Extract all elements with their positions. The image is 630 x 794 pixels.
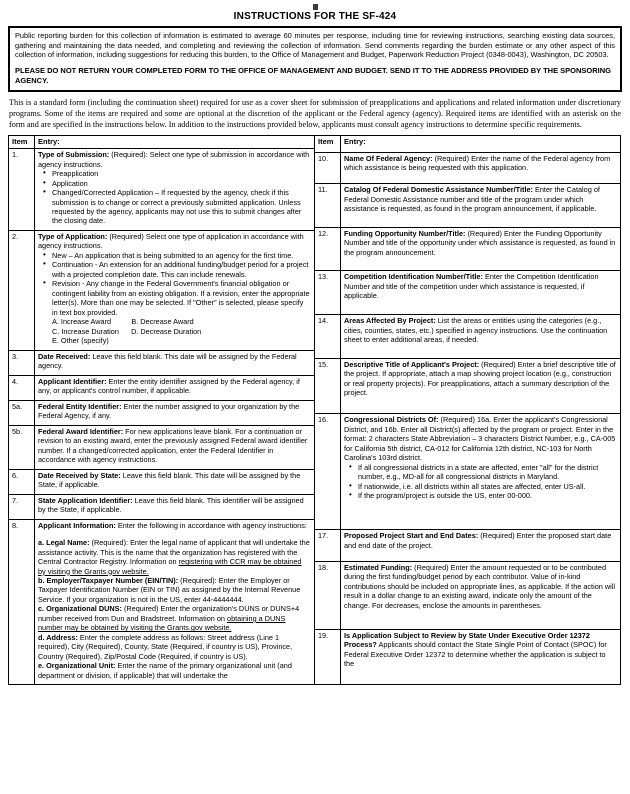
entry-cell <box>35 350 315 375</box>
entry-label: Funding Opportunity Number/Title: <box>344 228 466 238</box>
entry-paragraph <box>38 377 311 396</box>
item-number-cell: 8. <box>9 519 35 685</box>
entry-paragraph <box>344 631 617 669</box>
entry-text: Enter the number assigned to your organization by the Federal Agency, if any. <box>38 401 300 421</box>
entry-text: (Required): Enter the Employer or Taxpayer Identification Number (EIN or TIN) as assigned by the Internal Revenue Service. If your organization is not in the US, enter 44-4444444. <box>38 575 301 604</box>
entry-label: Name Of Federal Agency: <box>344 153 433 163</box>
entry-text: Enter the Competition Identification Number and title of the competition under which assistance is requested, if applicable. <box>344 272 599 301</box>
entry-label: Type of Submission: <box>38 150 110 160</box>
page-title: INSTRUCTIONS FOR THE SF-424 <box>233 11 397 22</box>
instruction-row <box>315 414 621 530</box>
entry-text: Application <box>52 178 88 188</box>
entry-label: Date Received: <box>38 351 91 361</box>
instructions-table-left <box>8 135 315 685</box>
bullet-item <box>41 260 311 279</box>
entry-text: If all congressional districts in a state are affected, enter "all" for the district number, e.g., MD-all for all congressional districts in Maryland. <box>358 462 599 482</box>
instruction-row <box>9 230 315 350</box>
entry-text: (Required) Enter the Funding Opportunity Number and title of the opportunity under which assistance is requested, as found in the program announcement. <box>344 228 616 257</box>
entry-paragraph <box>38 402 311 421</box>
bullet-item <box>41 279 311 317</box>
instruction-row <box>9 519 315 685</box>
intro-paragraph: This is a standard form (including the continuation sheet) required for use as a cover sheet for submission of preapplications and applications and related information under discretionary programs. Some of the items are required and some are optional at the discretion of the applicant or the Federal agency (agency). Required items are identified with an asterisk on the form and are specified in the instructions below. In addition to the instructions provided below, applicants must consult agency instructions to determine specific requirements. <box>9 98 621 129</box>
option-line: C. Increase Duration D. Decrease Duration <box>52 326 202 336</box>
entry-paragraph <box>344 531 617 550</box>
instruction-row <box>315 227 621 271</box>
entry-underlined-text: obtaining a DUNS number may be obtained by visiting the Grants.gov website. <box>38 613 286 633</box>
instruction-row <box>9 375 315 400</box>
item-number-cell: 18. <box>315 561 341 629</box>
item-number-cell: 15. <box>315 358 341 414</box>
entry-spacer <box>38 530 311 538</box>
entry-text: Revision - Any change in the Federal Government's financial obligation or contingent liability from an existing obligation. If a revision, enter the appropriate letter(s). More than one may be selected. If "Other" is selected, please specify in text box provided. <box>52 279 310 317</box>
entry-text: (Required) Enter the name of the Federal agency from which assistance is being requested with this application. <box>344 153 611 172</box>
entry-cell <box>341 227 621 271</box>
bullet-item <box>41 251 311 260</box>
entry-text: (Required) Select one type of application in accordance with agency instructions. <box>38 231 304 251</box>
entry-label: State Application Identifier: <box>38 495 133 505</box>
entry-label: Catalog Of Federal Domestic Assistance Number/Title: <box>344 185 533 195</box>
instruction-row <box>315 530 621 562</box>
entry-text: Enter the Catalog of Federal Domestic Assistance number and title of the program under which assistance is requested, as found in the program announcement, if applicable. <box>344 185 600 214</box>
entry-text: Changed/Corrected Application – If requested by the agency, check if this submission is to change or correct a previously submitted application. Unless requested by the agency, applicants may not use this to submit changes after the closing date. <box>52 188 302 226</box>
table-header-row <box>9 136 315 149</box>
entry-text: (Required) Enter a brief descriptive title of the project. If appropriate, attach a map showing project location (e.g., construction or real property projects). For preapplications, attach a summary description of the project. <box>344 359 616 398</box>
entry-label: Estimated Funding: <box>344 562 413 572</box>
table-header-row <box>315 136 621 152</box>
item-number-cell: 7. <box>9 494 35 519</box>
instruction-row <box>9 494 315 519</box>
instruction-row <box>9 400 315 425</box>
entry-paragraph <box>38 538 311 576</box>
entry-text: Enter the name of the primary organizational unit (and department or division, if applicable) that will undertake the <box>38 661 292 680</box>
entry-cell <box>35 469 315 494</box>
item-column-header: Item <box>315 136 341 152</box>
entry-cell <box>35 149 315 231</box>
entry-column-header: Entry: <box>35 136 315 149</box>
do-not-return-notice: PLEASE DO NOT RETURN YOUR COMPLETED FORM TO THE OFFICE OF MANAGEMENT AND BUDGET. SEND IT TO THE ADDRESS PROVIDED BY THE SPONSORING AGENCY. <box>15 65 612 85</box>
entry-paragraph <box>344 415 617 462</box>
item-number-cell: 1. <box>9 149 35 231</box>
entry-label: c. Organizational DUNS: <box>38 604 122 614</box>
item-number-cell: 13. <box>315 271 341 315</box>
entry-label: b. Employer/Taxpayer Number (EIN/TIN): <box>38 575 179 585</box>
entry-cell <box>35 519 315 685</box>
entry-text: Enter the following in accordance with agency instructions: <box>115 520 307 530</box>
entry-underlined-text: registering with CCR may be obtained by visiting the Grants.gov website. <box>38 557 302 576</box>
entry-text: (Required): Select one type of submission in accordance with agency instructions. <box>38 150 310 169</box>
entry-cell <box>341 152 621 184</box>
option-line: E. Other (specify) <box>52 336 109 346</box>
entry-cell <box>35 400 315 425</box>
entry-paragraph <box>38 150 311 169</box>
entry-paragraph <box>38 232 311 251</box>
entry-cell <box>341 530 621 562</box>
item-number-cell: 11. <box>315 184 341 228</box>
instruction-row <box>315 271 621 315</box>
item-number-cell: 17. <box>315 530 341 562</box>
entry-text: Enter the entity identifier assigned by the Federal agency, if any, or applicant's control number, if applicable. <box>38 376 300 396</box>
entry-text: List the areas or entities using the categories (e.g., cities, counties, states, etc.) specified in agency instructions. Use the continuation sheet to enter additional areas, if needed. <box>344 316 608 345</box>
entry-cell <box>35 494 315 519</box>
item-number-cell: 5b. <box>9 425 35 469</box>
entry-paragraph <box>38 576 311 604</box>
bullet-item <box>347 463 617 482</box>
entry-paragraph <box>344 185 617 213</box>
entry-paragraph <box>38 633 311 661</box>
entry-label: e. Organizational Unit: <box>38 661 116 671</box>
entry-paragraph <box>344 272 617 300</box>
entry-paragraph <box>38 496 311 515</box>
entry-text: New – An application that is being submitted to an agency for the first time. <box>52 250 294 260</box>
entry-label: Areas Affected By Project: <box>344 316 436 326</box>
entry-label: Type of Application: <box>38 231 108 241</box>
item-column-header: Item <box>9 136 35 149</box>
instruction-row <box>315 152 621 184</box>
entry-cell <box>341 271 621 315</box>
entry-text: Applicants should contact the State Single Point of Contact (SPOC) for Federal Executive Order 12372 to determine whether the application is subject to the <box>344 640 607 669</box>
entry-text: (Required) Enter the proposed start date and end date of the project. <box>344 531 612 550</box>
entry-paragraph <box>344 154 617 173</box>
item-number-cell: 6. <box>9 469 35 494</box>
entry-text: Leave this field blank. This date will be assigned by the Federal agency. <box>38 351 297 371</box>
entry-label: Competition Identification Number/Title: <box>344 272 483 282</box>
entry-cell <box>341 315 621 359</box>
instruction-row <box>315 561 621 629</box>
instruction-row <box>9 469 315 494</box>
burden-statement-box <box>8 26 622 92</box>
entry-cell <box>341 414 621 530</box>
entry-label: Applicant Information: <box>38 520 116 530</box>
entry-cell <box>341 561 621 629</box>
entry-label: Proposed Project Start and End Dates: <box>344 531 479 541</box>
entry-text: Leave this field blank. This date will be assigned by the State, if applicable. <box>38 470 301 490</box>
entry-cell <box>341 629 621 685</box>
entry-label: d. Address: <box>38 632 78 642</box>
instruction-row <box>315 315 621 359</box>
entry-paragraph <box>38 427 311 465</box>
instructions-table <box>8 135 622 685</box>
entry-paragraph <box>344 563 617 610</box>
entry-label: Federal Award Identifier: <box>38 426 124 436</box>
instruction-row <box>9 350 315 375</box>
bullet-item <box>347 491 617 500</box>
entry-paragraph <box>38 352 311 371</box>
bullet-item <box>41 179 311 188</box>
entry-paragraph <box>38 471 311 490</box>
entry-text: Enter the complete address as follows: Street address (Line 1 required), City (Required), County, State (Required, if country is US), Province, Country (Required), Zip/Postal Code (Required, if country is US). <box>38 632 293 661</box>
instruction-row <box>9 149 315 231</box>
entry-paragraph <box>344 229 617 257</box>
item-number-cell: 10. <box>315 152 341 184</box>
item-number-cell: 14. <box>315 315 341 359</box>
page-top-mark-icon <box>313 4 318 10</box>
entry-cell <box>341 358 621 414</box>
entry-column-header: Entry: <box>341 136 621 152</box>
instruction-row <box>315 358 621 414</box>
entry-label: Date Received by State: <box>38 470 121 480</box>
item-number-cell: 19. <box>315 629 341 685</box>
entry-cell <box>35 425 315 469</box>
entry-label: Descriptive Title of Applicant's Project: <box>344 359 480 369</box>
entry-text: (Required) Enter the organization's DUNS or DUNS+4 number received from Dun and Bradstreet. Information on <box>38 604 300 623</box>
bullet-item <box>347 482 617 491</box>
item-number-cell: 5a. <box>9 400 35 425</box>
instruction-row <box>315 629 621 685</box>
entry-text: If the program/project is outside the US, enter 00-000. <box>358 491 533 501</box>
entry-text: Continuation - An extension for an additional funding/budget period for a project with a projected completion date. This can include renewals. <box>52 260 309 279</box>
entry-cell <box>35 230 315 350</box>
entry-label: Applicant Identifier: <box>38 376 107 386</box>
entry-cell <box>35 375 315 400</box>
entry-text: Preapplication <box>52 169 99 179</box>
entry-text: (Required): Enter the legal name of applicant that will undertake the assistance activity. This is the name that the organization has registered with the Central Contractor Registry. Information on <box>38 538 310 567</box>
entry-cell <box>341 184 621 228</box>
entry-label: Federal Entity Identifier: <box>38 401 122 411</box>
entry-text: (Required) 16a. Enter the applicant's Congressional District, and 16b. Enter all District(s) affected by the program or project. Enter in the format: 2 characters State Abbreviation – 3 characters District Number, e.g., CA-005 for California 5th district, CA-012 for California 12th district, NC-103 for North Carolina's 103rd district. <box>344 415 616 463</box>
entry-paragraph <box>38 661 311 680</box>
item-number-cell: 2. <box>9 230 35 350</box>
entry-label: Is Application Subject to Review by State Under Executive Order 12372 Process? <box>344 630 590 650</box>
item-number-cell: 12. <box>315 227 341 271</box>
entry-paragraph <box>38 604 311 632</box>
bullet-item <box>41 169 311 178</box>
entry-paragraph <box>344 316 617 344</box>
entry-text: For new applications leave blank. For a continuation or revision to an existing award, enter the previously assigned Federal award identifier number. If a changed/corrected application, enter the Federal Identifier in accordance with agency instructions. <box>38 426 308 465</box>
entry-text: (Required) Enter the amount requested or to be contributed during the first funding/budget period by each contributor. Value of in-kind contributions should be included on appropriate lines, as applicable. If the action will result in a dollar change to an existing award, indicate only the amount of the change. For decreases, enclose the amounts in parentheses. <box>344 562 615 610</box>
instruction-row <box>9 425 315 469</box>
entry-text: If nationwide, i.e. all districts within all states are affected, enter US-all. <box>358 481 586 491</box>
option-line: A. Increase Award B. Decrease Award <box>52 317 194 327</box>
instructions-table-right <box>314 135 621 685</box>
entry-paragraph <box>344 360 617 398</box>
instruction-row <box>315 184 621 228</box>
entry-label: Congressional Districts Of: <box>344 415 439 425</box>
item-number-cell: 4. <box>9 375 35 400</box>
entry-paragraph <box>38 521 311 530</box>
burden-paragraph: Public reporting burden for this collection of information is estimated to average 60 minutes per response, including time for reviewing instructions, searching existing data sources, gathering and maintaining the data needed, and completing and reviewing the collection of information. Send comments regarding the burden estimate or any other aspect of this collection of information, including suggestions for reducing this burden, to the Office of Management and Budget, Paperwork Reduction Project (0348-0043), Washington, DC 20503. <box>15 31 615 60</box>
item-number-cell: 16. <box>315 414 341 530</box>
entry-text: Leave this field blank. This identifier will be assigned by the State, if applicable. <box>38 495 304 515</box>
entry-label: a. Legal Name: <box>38 538 90 548</box>
item-number-cell: 3. <box>9 350 35 375</box>
bullet-item <box>41 188 311 226</box>
